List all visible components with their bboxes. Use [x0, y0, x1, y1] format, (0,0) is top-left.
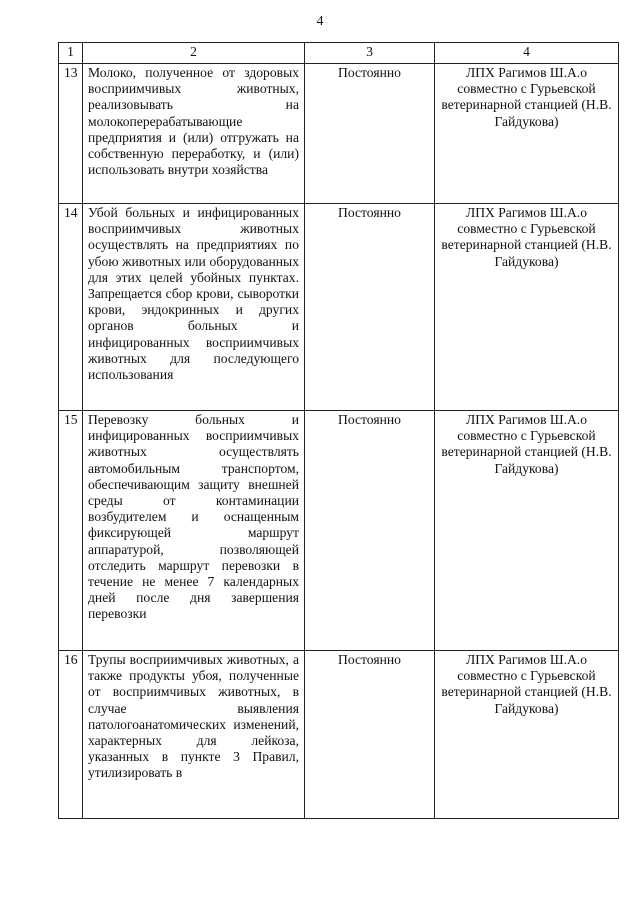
row-description: Трупы восприимчивых животных, а также продукты убоя, полученные от восприимчивых животных, в случае выявления патологоанатомических изменений, характерных для лейкоза, указанных в пункте 3 Правил, утилизировать в: [83, 651, 305, 819]
table-row: [59, 204, 619, 411]
row-responsible: ЛПХ Рагимов Ш.А.о совместно с Гурьевской ветеринарной станцией (Н.В. Гайдукова): [435, 411, 619, 651]
row-period: Постоянно: [305, 651, 435, 819]
page-number: 4: [316, 14, 324, 29]
row-period: Постоянно: [305, 204, 435, 411]
table-row: [59, 64, 619, 204]
row-responsible: ЛПХ Рагимов Ш.А.о совместно с Гурьевской ветеринарной станцией (Н.В. Гайдукова): [435, 204, 619, 411]
table-row: [59, 651, 619, 819]
header-col-4: 4: [435, 43, 619, 64]
row-number: 16: [59, 651, 83, 819]
row-period: Постоянно: [305, 64, 435, 204]
row-description: Перевозку больных и инфицированных восприимчивых животных осуществлять автомобильным транспортом, обеспечивающим защиту внешней среды от контаминации возбудителем и оснащенным фиксирующей маршрут аппаратурой, позволяющей отследить маршрут перевозки в течение не менее 7 календарных дней после дня завершения перевозки: [83, 411, 305, 651]
row-responsible: ЛПХ Рагимов Ш.А.о совместно с Гурьевской ветеринарной станцией (Н.В. Гайдукова): [435, 64, 619, 204]
row-number: 15: [59, 411, 83, 651]
row-number: 14: [59, 204, 83, 411]
row-description: Молоко, полученное от здоровых восприимчивых животных, реализовывать на молокоперерабатывающие предприятия и (или) отгружать на собственную переработку, и (или) использовать внутри хозяйства: [83, 64, 305, 204]
header-col-2: 2: [83, 43, 305, 64]
row-number: 13: [59, 64, 83, 204]
table-row: [59, 411, 619, 651]
measures-table: [58, 42, 619, 819]
row-responsible: ЛПХ Рагимов Ш.А.о совместно с Гурьевской ветеринарной станцией (Н.В. Гайдукова): [435, 651, 619, 819]
row-description: Убой больных и инфицированных восприимчивых животных осуществлять на предприятиях по убою животных или оборудованных для этих целей убойных пунктах. Запрещается сбор крови, сыворотки крови, эндокринных и других органов больных и инфицированных восприимчивых животных для последующего использования: [83, 204, 305, 411]
header-col-3: 3: [305, 43, 435, 64]
row-period: Постоянно: [305, 411, 435, 651]
header-col-1: 1: [59, 43, 83, 64]
table-header-row: [59, 43, 619, 64]
